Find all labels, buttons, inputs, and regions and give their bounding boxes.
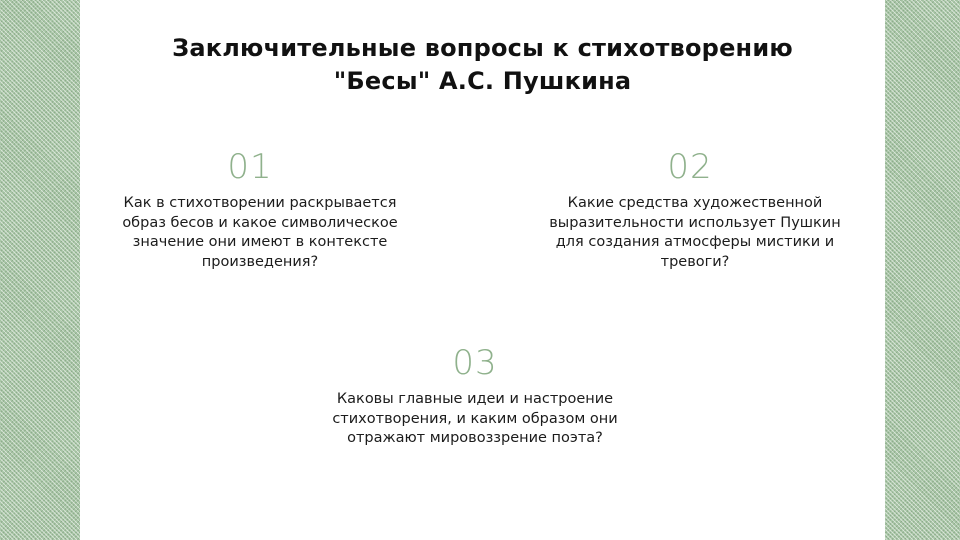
question-number-1: 01: [227, 147, 273, 187]
question-text-2: Какие средства художественной выразительности использует Пушкин для создания атмосферы мистики и тревоги?: [549, 195, 841, 270]
question-text-1: Как в стихотворении раскрывается образ бесов и какое символическое значение они имеют в контексте произведения?: [122, 195, 398, 270]
slide-title-line-1: Заключительные вопросы к стихотворению: [172, 34, 793, 62]
question-item-3: [315, 344, 635, 449]
left-decorative-panel: [0, 0, 80, 540]
question-item-2: [535, 148, 855, 272]
right-decorative-panel: [885, 0, 960, 540]
question-item-1: [100, 148, 420, 272]
slide-canvas: [80, 0, 885, 540]
slide-title-line-2: "Бесы" А.С. Пушкина: [333, 67, 632, 95]
question-text-3: Каковы главные идеи и настроение стихотворения, и каким образом они отражают мировоззрение поэта?: [332, 391, 618, 446]
question-number-3: 03: [452, 343, 498, 383]
question-number-2: 02: [667, 147, 713, 187]
slide-title: [80, 32, 885, 98]
